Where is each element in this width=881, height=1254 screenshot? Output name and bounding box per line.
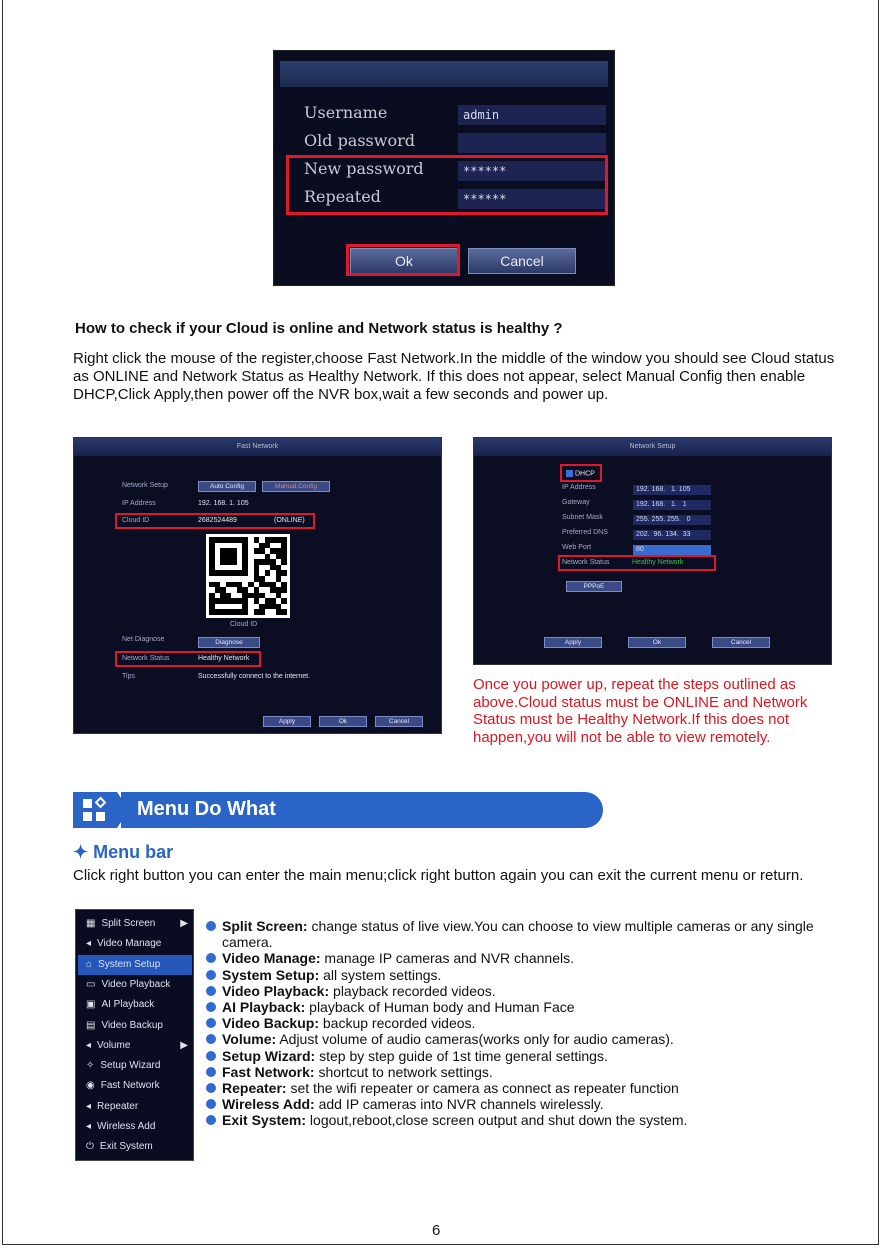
bullet-dot-icon xyxy=(206,1018,216,1028)
menu-item-label: Video Manage xyxy=(97,938,162,950)
globe-icon: ◉ xyxy=(86,1080,95,1092)
film-icon: ▭ xyxy=(86,978,96,990)
menu-item[interactable] xyxy=(78,1016,192,1036)
bullet-term: System Setup: xyxy=(222,966,320,983)
old-password-label: Old password xyxy=(304,131,415,150)
cancel-button[interactable]: Cancel xyxy=(712,637,770,648)
page-border-left xyxy=(2,0,3,1244)
highlight-box xyxy=(560,464,602,482)
bullet-term: Video Backup: xyxy=(222,1015,319,1032)
bullet-dot-icon xyxy=(206,1051,216,1061)
network-setup-screen xyxy=(473,437,832,665)
section-paragraph: Right click the mouse of the register,choose Fast Network.In the middle of the window you should see Cloud status as ONLINE and Network Status as Healthy Network. If this does not appear, select Manual Config then enable DHCP,Click Apply,then power off the NVR box,wait a few seconds and power up. xyxy=(73,350,835,403)
menu-item-label: Video Backup xyxy=(101,1019,163,1031)
bullet-desc: logout,reboot,close screen output and shut down the system. xyxy=(306,1112,688,1129)
menu-item[interactable] xyxy=(78,1076,192,1096)
menu-item[interactable] xyxy=(78,1137,192,1157)
bullet-desc: all system settings. xyxy=(319,966,442,983)
network-setup-label: Network Setup xyxy=(122,482,168,489)
net-diagnose-label: Net Diagnose xyxy=(122,636,165,643)
menu-item[interactable] xyxy=(78,1056,192,1076)
network-status-value: Healthy Network xyxy=(632,559,684,566)
bullet-item xyxy=(206,1096,846,1112)
menu-item[interactable] xyxy=(78,995,192,1015)
web-port-label: Web Port xyxy=(562,544,592,551)
highlight-box xyxy=(115,513,315,529)
bullet-item xyxy=(206,1015,846,1031)
tips-label: Tips xyxy=(122,673,135,680)
ai-icon: ▣ xyxy=(86,999,96,1011)
bullet-desc: playback of Human body and Human Face xyxy=(305,999,575,1016)
cloud-id-value: 2682524489 xyxy=(198,517,237,524)
page-number: 6 xyxy=(432,1222,441,1239)
preferred-dns-field[interactable]: 202. 96. 134. 33 xyxy=(633,530,711,540)
menu-panel xyxy=(75,909,194,1161)
bullet-dot-icon xyxy=(206,1099,216,1109)
highlight-box xyxy=(558,555,716,571)
gateway-field[interactable]: 192. 168. 1. 1 xyxy=(633,500,711,510)
menu-do-what-banner xyxy=(73,792,603,828)
ok-button[interactable]: Ok xyxy=(319,716,367,727)
repeated-field[interactable]: ****** xyxy=(458,189,606,209)
bullet-term: Exit System: xyxy=(222,1112,307,1129)
auto-config-button[interactable]: Auto Config xyxy=(198,481,256,492)
bullet-term: Wireless Add: xyxy=(222,1096,315,1113)
bullet-desc: change status of live view.You can choose to view multiple cameras or any single camera. xyxy=(222,918,814,951)
menu-item[interactable] xyxy=(78,934,192,954)
bullet-term: Repeater: xyxy=(222,1080,287,1097)
bullet-item xyxy=(206,1048,846,1064)
subnet-mask-field[interactable]: 255. 255. 255. 0 xyxy=(633,515,711,525)
bullet-dot-icon xyxy=(206,1034,216,1044)
qr-caption: Cloud ID xyxy=(230,621,258,628)
bullet-dot-icon xyxy=(206,1115,216,1125)
bullet-item xyxy=(206,999,846,1015)
menu-bar-heading-text: Menu bar xyxy=(93,842,174,862)
menu-item[interactable] xyxy=(78,1036,192,1056)
bullet-term: Video Manage: xyxy=(222,950,321,967)
bullet-dot-icon xyxy=(206,1083,216,1093)
menu-item-label: Repeater xyxy=(97,1100,139,1112)
power-icon: ⏻ xyxy=(86,1141,94,1153)
section-question: How to check if your Cloud is online and Network status is healthy ? xyxy=(75,320,563,337)
bullet-dot-icon xyxy=(206,953,216,963)
bullet-item xyxy=(206,1080,846,1096)
pppoe-button[interactable]: PPPoE xyxy=(566,581,622,592)
menu-item-label: Fast Network xyxy=(100,1080,160,1092)
menu-item-label: AI Playback xyxy=(101,999,155,1011)
fast-network-title: Fast Network xyxy=(74,438,441,456)
bullet-item xyxy=(206,1112,846,1128)
menu-item-label: System Setup xyxy=(98,958,161,970)
bullet-desc: backup recorded videos. xyxy=(319,1015,476,1032)
dhcp-label: DHCP xyxy=(575,470,595,478)
bullet-dot-icon xyxy=(206,921,216,931)
ip-address-value: 192. 168. 1. 105 xyxy=(198,500,249,507)
ok-button[interactable]: Ok xyxy=(628,637,686,648)
repeated-label: Repeated xyxy=(304,187,381,206)
grid-icon: ▦ xyxy=(86,918,96,929)
subnet-mask-label: Subnet Mask xyxy=(562,514,603,521)
bullet-term: Volume: xyxy=(222,1031,277,1048)
ip-address-label: IP Address xyxy=(122,500,156,507)
submenu-arrow-icon: ▶ xyxy=(180,918,188,929)
bullet-desc: manage IP cameras and NVR channels. xyxy=(320,950,574,967)
menu-item[interactable] xyxy=(78,975,192,995)
web-port-field[interactable]: 80 xyxy=(633,545,711,555)
bullet-dot-icon xyxy=(206,1067,216,1077)
banner-icon-box xyxy=(73,792,117,828)
cloud-status: (ONLINE) xyxy=(274,517,305,524)
manual-config-button[interactable]: Manual Config xyxy=(262,481,330,492)
bullet-desc: add IP cameras into NVR channels wirelessly. xyxy=(314,1096,604,1113)
tips-value: Successfully connect to the internet. xyxy=(198,673,311,680)
camera-icon: ◂ xyxy=(86,1100,92,1112)
diagnose-button[interactable]: Diagnose xyxy=(198,637,260,648)
bullet-item xyxy=(206,983,846,999)
apply-button[interactable]: Apply xyxy=(544,637,602,648)
camera-icon: ◂ xyxy=(86,1121,92,1132)
new-password-label: New password xyxy=(304,159,424,178)
password-dialog xyxy=(273,50,615,286)
ok-button[interactable]: Ok xyxy=(350,248,458,274)
menu-item[interactable] xyxy=(78,1097,192,1117)
username-label: Username xyxy=(304,103,388,122)
warning-text: Once you power up, repeat the steps outlined as above.Cloud status must be ONLINE and Network Status must be Healthy Network.If this does not happen,you will not be able to view remotely. xyxy=(473,676,808,746)
ip-address-field[interactable]: 192. 168. 1. 105 xyxy=(633,485,711,495)
bullet-item xyxy=(206,918,846,950)
sparkle-icon: ✦ xyxy=(73,842,89,862)
bullet-term: Split Screen: xyxy=(222,918,308,934)
dialog-title-bar xyxy=(280,61,608,87)
bullet-item xyxy=(206,1064,846,1080)
new-password-field[interactable]: ****** xyxy=(458,161,606,181)
bullet-list xyxy=(206,918,846,1129)
apply-button[interactable]: Apply xyxy=(263,716,311,727)
menu-bar-paragraph: Click right button you can enter the main menu;click right button again you can exit the current menu or return. xyxy=(73,867,804,884)
bullet-term: Fast Network: xyxy=(222,1063,315,1080)
preferred-dns-label: Preferred DNS xyxy=(562,529,608,536)
home-icon: ⌂ xyxy=(86,958,93,970)
network-status-label: Network Status xyxy=(562,559,610,566)
qr-code xyxy=(206,534,290,618)
menu-item[interactable] xyxy=(78,955,192,975)
bullet-desc: playback recorded videos. xyxy=(329,982,496,999)
bullet-term: Setup Wizard: xyxy=(222,1047,316,1064)
menu-item-label: Split Screen xyxy=(101,918,156,929)
bullet-dot-icon xyxy=(206,1002,216,1012)
username-field[interactable]: admin xyxy=(458,105,606,125)
menu-item[interactable] xyxy=(78,914,192,934)
bullet-desc: step by step guide of 1st time general settings. xyxy=(315,1047,608,1064)
gateway-label: Gateway xyxy=(562,499,590,506)
page-border-bottom xyxy=(2,1244,879,1245)
menu-item-label: Exit System xyxy=(99,1141,153,1153)
network-status-value: Healthy Network xyxy=(198,655,250,662)
bullet-item xyxy=(206,950,846,966)
bullet-term: AI Playback: xyxy=(222,999,306,1016)
page-border-right xyxy=(878,0,879,1244)
menu-item-label: Setup Wizard xyxy=(100,1060,161,1072)
bullet-desc: Adjust volume of audio cameras(works only for audio cameras). xyxy=(276,1031,674,1048)
bullet-desc: shortcut to network settings. xyxy=(314,1063,493,1080)
bullet-dot-icon xyxy=(206,970,216,980)
banner-title: Menu Do What xyxy=(137,798,276,820)
apps-icon xyxy=(73,792,117,828)
network-status-label: Network Status xyxy=(122,655,170,662)
save-icon: ▤ xyxy=(86,1019,96,1031)
highlight-box xyxy=(286,155,608,215)
menu-item-label: Volume xyxy=(97,1039,131,1051)
network-setup-title: Network Setup xyxy=(474,438,831,456)
wizard-icon: ✧ xyxy=(86,1060,95,1072)
fast-network-screen xyxy=(73,437,442,734)
menu-item-label: Video Playback xyxy=(101,978,171,990)
menu-item-label: Wireless Add xyxy=(97,1121,156,1132)
camera-icon: ◂ xyxy=(86,938,92,950)
bullet-term: Video Playback: xyxy=(222,982,330,999)
bullet-item xyxy=(206,967,846,983)
old-password-field[interactable] xyxy=(458,133,606,153)
speaker-icon: ◂ xyxy=(86,1039,92,1051)
bullet-desc: set the wifi repeater or camera as connect as repeater function xyxy=(286,1080,679,1097)
bullet-dot-icon xyxy=(206,986,216,996)
bullet-item xyxy=(206,1031,846,1047)
highlight-box xyxy=(346,244,460,276)
cancel-button[interactable]: Cancel xyxy=(375,716,423,727)
menu-item[interactable] xyxy=(78,1117,192,1137)
ip-address-label: IP Address xyxy=(562,484,596,491)
cancel-button[interactable]: Cancel xyxy=(468,248,576,274)
submenu-arrow-icon: ▶ xyxy=(180,1039,188,1051)
cloud-id-label: Cloud ID xyxy=(122,517,150,524)
highlight-box xyxy=(115,651,261,667)
menu-bar-heading xyxy=(73,842,173,863)
